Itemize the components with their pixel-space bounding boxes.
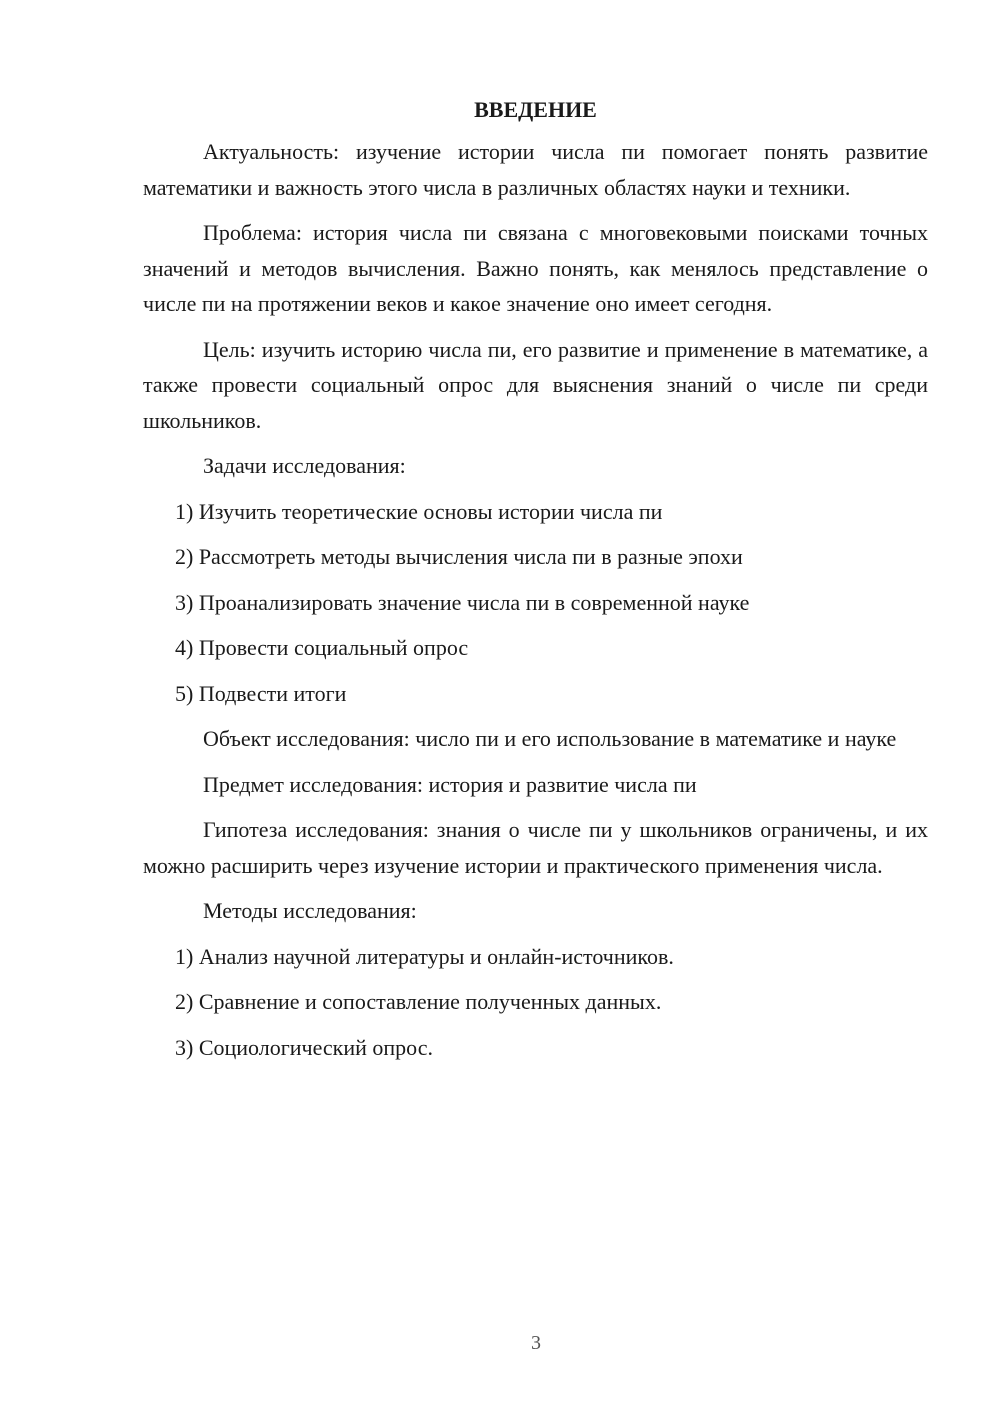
list-item: 4) Провести социальный опрос bbox=[175, 635, 469, 660]
list-item: 5) Подвести итоги bbox=[175, 680, 347, 706]
tasks-heading: Задачи исследования: bbox=[203, 453, 406, 478]
list-item: 2) Рассмотреть методы вычисления числа пи в разные эпохи bbox=[175, 544, 743, 569]
hypothesis-paragraph: Гипотеза исследования: знания о числе пи у школьников ограничены, и их можно расширить через изучение истории и практического применения числа. bbox=[143, 817, 928, 878]
subject-paragraph: Предмет исследования: история и развитие числа пи bbox=[203, 771, 697, 797]
list-item: 3) Проанализировать значение числа пи в современной науке bbox=[175, 589, 750, 615]
relevance-paragraph: Актуальность: изучение истории числа пи помогает понять развитие математики и важность этого числа в различных областях науки и техники. bbox=[143, 139, 928, 200]
page-content bbox=[143, 92, 928, 1075]
list-item: 3) Социологический опрос. bbox=[175, 1034, 433, 1060]
list-item: 1) Изучить теоретические основы истории числа пи bbox=[175, 498, 663, 524]
list-item: 2) Сравнение и сопоставление полученных данных. bbox=[175, 989, 662, 1014]
page-number: 3 bbox=[531, 1332, 541, 1354]
tasks-list bbox=[143, 494, 928, 712]
goal-paragraph: Цель: изучить историю числа пи, его развитие и применение в математике, а также провести социальный опрос для выяснения знаний о числе пи среди школьников. bbox=[143, 336, 928, 433]
page-title: ВВЕДЕНИЕ bbox=[474, 97, 597, 122]
object-paragraph: Объект исследования: число пи и его использование в математике и науке bbox=[203, 726, 897, 751]
methods-list bbox=[143, 939, 928, 1066]
list-item: 1) Анализ научной литературы и онлайн-источников. bbox=[175, 943, 674, 969]
methods-heading: Методы исследования: bbox=[203, 898, 417, 923]
problem-paragraph: Проблема: история числа пи связана с многовековыми поисками точных значений и методов вычисления. Важно понять, как менялось представление о числе пи на протяжении веков и какое значение оно имеет сегодня. bbox=[143, 220, 928, 316]
